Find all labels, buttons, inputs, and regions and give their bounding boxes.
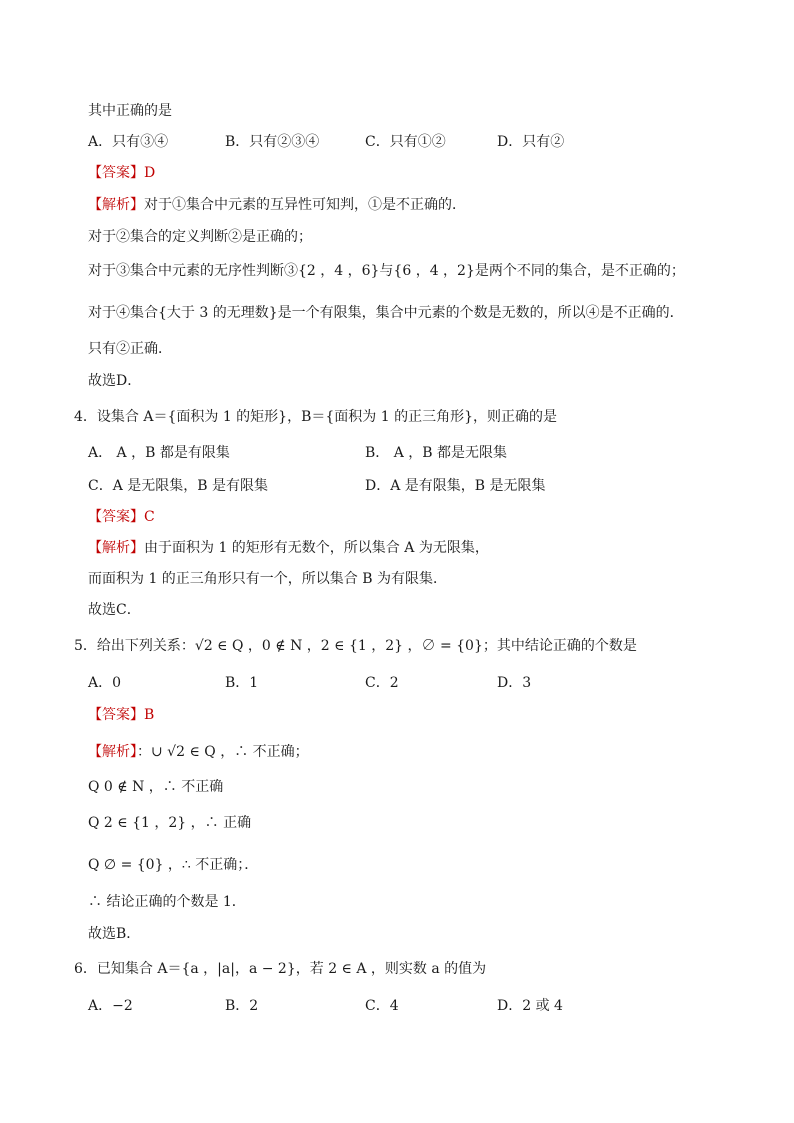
q6-option-a: A．−2 <box>88 998 133 1014</box>
q4-option-c: C．A 是无限集，B 是有限集 <box>88 478 269 494</box>
q4-analysis-3: 故选C． <box>88 602 141 618</box>
q3-answer <box>88 164 155 182</box>
q6-stem: 6．已知集合 A＝{a ，|a|，a − 2}，若 2 ∈ A ，则实数 a 的值为 <box>74 961 487 977</box>
q3-option-c: C．只有①② <box>365 134 446 150</box>
answer-value: B <box>144 707 155 723</box>
q5-answer <box>88 706 154 724</box>
q3-analysis-4: 对于④集合{大于 3 的无理数}是一个有限集，集合中元素的个数是无数的，所以④是不正确的． <box>88 305 684 321</box>
q3-analysis-5: 只有②正确． <box>88 341 172 357</box>
q5-analysis-3: Q 2 ∈ {1 ，2} ，∴ 正确 <box>88 815 252 831</box>
answer-tag: 【答案】 <box>88 707 144 723</box>
answer-tag: 【答案】 <box>88 509 144 525</box>
q5-analysis-2: Q 0 ∉ N ，∴ 不正确 <box>88 779 224 795</box>
analysis-tag: 【解析】 <box>88 540 144 556</box>
q4-option-d: D．A 是有限集，B 是无限集 <box>365 478 546 494</box>
q3-option-b: B．只有②③④ <box>225 134 320 150</box>
q4-option-a: A． A ，B 都是有限集 <box>88 445 230 461</box>
q6-option-b: B．2 <box>225 998 259 1014</box>
q3-analysis-1 <box>88 196 466 214</box>
q3-option-d: D．只有② <box>497 134 565 150</box>
q5-option-b: B．1 <box>225 675 259 691</box>
q3-analysis-2: 对于②集合的定义判断②是正确的； <box>88 229 312 245</box>
q5-analysis-6: 故选B． <box>88 926 141 942</box>
q4-analysis-2: 而面积为 1 的正三角形只有一个，所以集合 B 为有限集． <box>88 571 447 587</box>
q5-analysis-4: Q ∅ = {0} ，∴ 不正确；． <box>88 857 259 873</box>
analysis-tag: 【解析】 <box>88 197 144 213</box>
q4-stem: 4．设集合 A＝{面积为 1 的矩形}，B＝{面积为 1 的正三角形}，则正确的是 <box>74 409 557 425</box>
q3-analysis-3: 对于③集合中元素的无序性判断③{2 ，4 ，6}与{6 ，4 ，2}是两个不同的集合，是不正确的； <box>88 263 685 279</box>
answer-value: C <box>144 509 155 525</box>
analysis-text: 由于面积为 1 的矩形有无数个，所以集合 A 为无限集， <box>144 540 489 556</box>
q4-answer <box>88 508 155 526</box>
q5-analysis-1 <box>88 743 309 761</box>
q5-stem: 5．给出下列关系：√2 ∈ Q ，0 ∉ N ，2 ∈ {1 ，2} ，∅ = {0}；其中结论正确的个数是 <box>74 638 637 654</box>
q3-analysis-6: 故选D． <box>88 373 142 389</box>
analysis-tag: 【解析】 <box>88 744 137 760</box>
q5-option-d: D．3 <box>497 675 532 691</box>
analysis-text: ：∪ √2 ∈ Q ，∴ 不正确； <box>137 744 309 760</box>
q4-analysis-1 <box>88 539 489 557</box>
answer-value: D <box>144 165 156 181</box>
answer-tag: 【答案】 <box>88 165 144 181</box>
q3-option-a: A．只有③④ <box>88 134 169 150</box>
q5-option-c: C．2 <box>365 675 399 691</box>
q4-option-b: B． A ，B 都是无限集 <box>365 445 508 461</box>
q5-analysis-5: ∴ 结论正确的个数是 1． <box>88 894 246 910</box>
q6-option-c: C．4 <box>365 998 399 1014</box>
q5-option-a: A．0 <box>88 675 122 691</box>
analysis-text: 对于①集合中元素的互异性可知判，①是不正确的． <box>144 197 466 213</box>
q3-stem-tail: 其中正确的是 <box>88 103 172 119</box>
q6-option-d: D．2 或 4 <box>497 998 563 1014</box>
